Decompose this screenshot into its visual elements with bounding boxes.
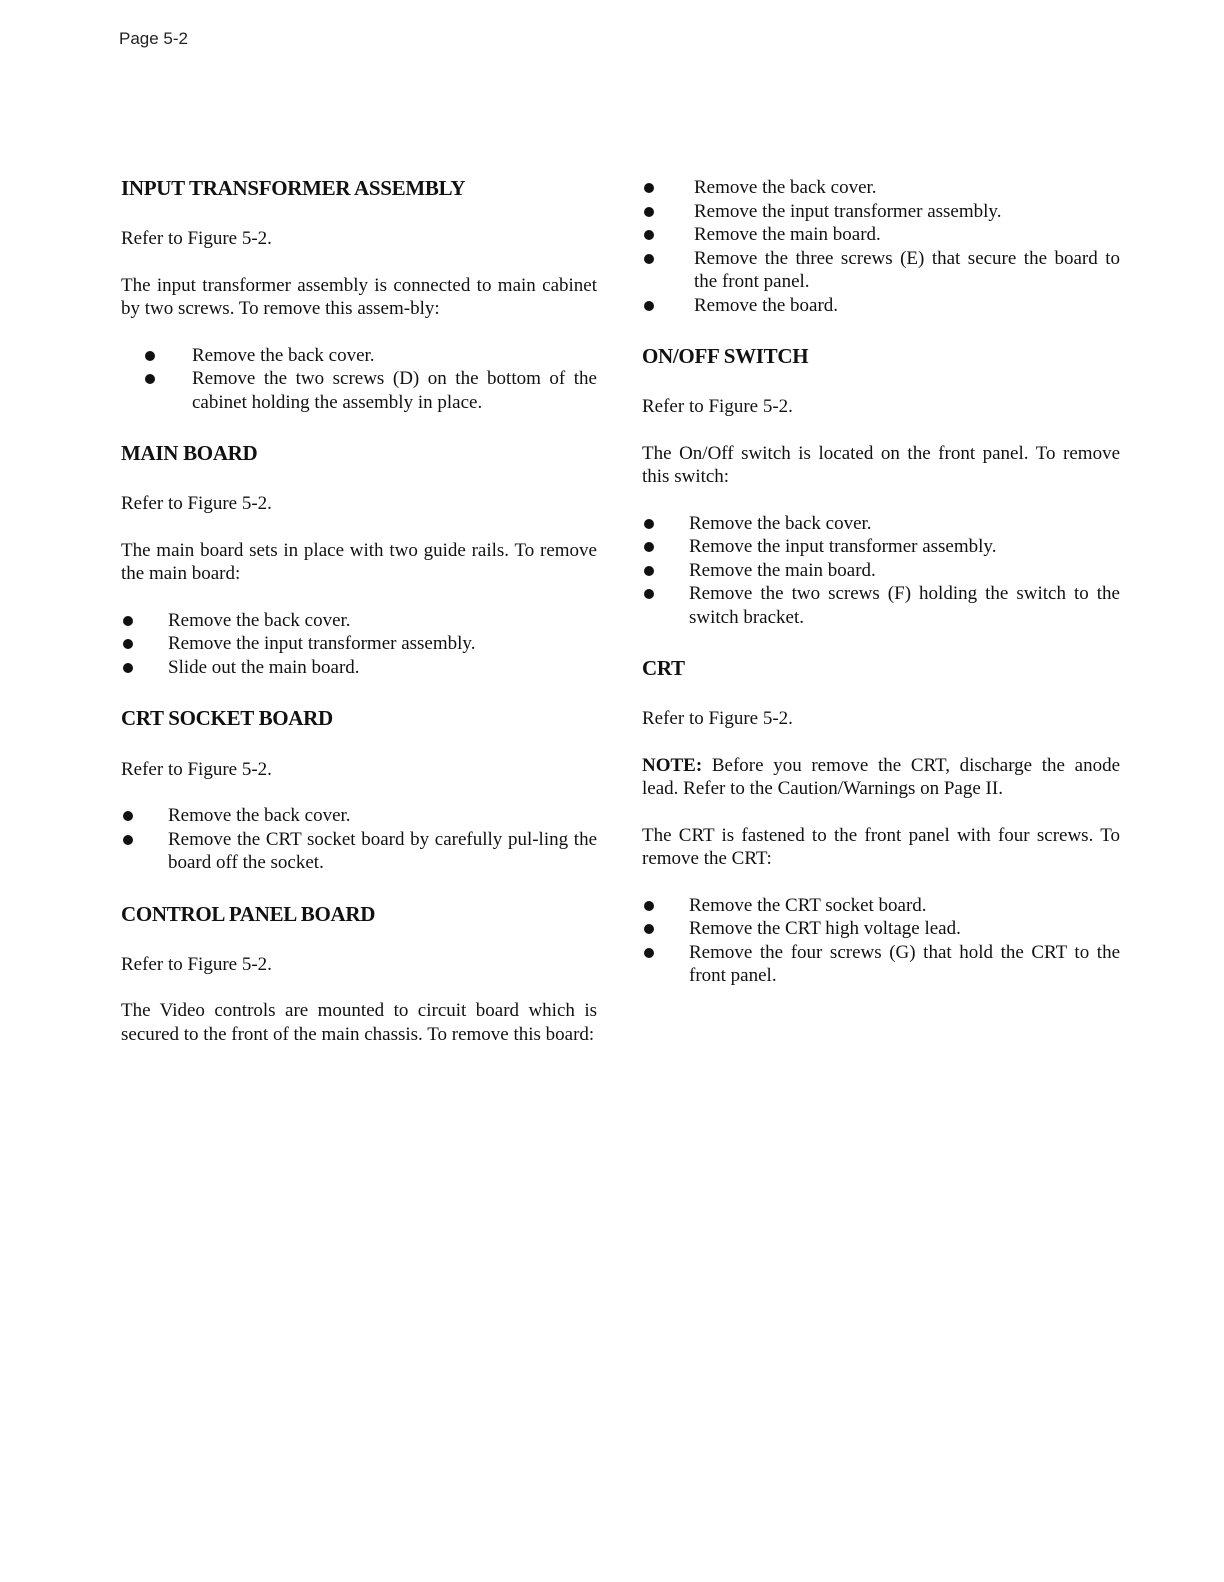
- section-crt-socket-board: [121, 706, 597, 874]
- section-main-board: [121, 441, 597, 679]
- list-item: Remove the CRT socket board by carefully pul-ling the board off the socket.: [121, 828, 597, 875]
- list-item: Remove the back cover.: [642, 512, 1120, 536]
- section-input-transformer: [121, 176, 597, 414]
- list-item: Slide out the main board.: [121, 656, 597, 680]
- page-number: Page 5-2: [119, 29, 188, 48]
- section-heading: ON/OFF SWITCH: [642, 344, 809, 368]
- section-intro: The CRT is fastened to the front panel with four screws. To remove the CRT:: [642, 824, 1120, 870]
- list-item: Remove the input transformer assembly.: [642, 200, 1120, 224]
- step-list: [121, 804, 597, 875]
- step-list: [121, 344, 597, 415]
- step-list: [121, 609, 597, 680]
- list-item: Remove the three screws (E) that secure the board to the front panel.: [642, 247, 1120, 294]
- figure-reference: Refer to Figure 5-2.: [642, 708, 793, 730]
- section-heading: CRT: [642, 656, 685, 681]
- figure-reference: Refer to Figure 5-2.: [121, 758, 272, 780]
- list-item: Remove the main board.: [642, 223, 1120, 247]
- list-item: Remove the four screws (G) that hold the CRT to the front panel.: [642, 941, 1120, 988]
- list-item: Remove the two screws (D) on the bottom of the cabinet holding the assembly in place.: [121, 367, 597, 414]
- list-item: Remove the CRT high voltage lead.: [642, 917, 1120, 941]
- left-column: [121, 176, 597, 1069]
- list-item: Remove the board.: [642, 294, 1120, 318]
- list-item: Remove the input transformer assembly.: [642, 535, 1120, 559]
- section-heading: MAIN BOARD: [121, 441, 258, 466]
- section-control-panel-board: [121, 902, 597, 1047]
- note-paragraph: [642, 754, 1120, 801]
- section-heading: CRT SOCKET BOARD: [121, 706, 333, 731]
- figure-reference: Refer to Figure 5-2.: [121, 228, 272, 250]
- figure-reference: Refer to Figure 5-2.: [642, 396, 793, 418]
- section-heading: CONTROL PANEL BOARD: [121, 901, 376, 926]
- section-intro: The input transformer assembly is connected to main cabinet by two screws. To remove this assem-bly:: [121, 274, 597, 320]
- list-item: Remove the back cover.: [121, 344, 597, 368]
- list-item: Remove the back cover.: [121, 804, 597, 828]
- section-intro: The On/Off switch is located on the front panel. To remove this switch:: [642, 442, 1120, 488]
- list-item: Remove the back cover.: [121, 609, 597, 633]
- section-heading: INPUT TRANSFORMER ASSEMBLY: [121, 176, 466, 200]
- list-item: Remove the back cover.: [642, 176, 1120, 200]
- step-list: [642, 894, 1120, 988]
- note-text: Before you remove the CRT, discharge the anode lead. Refer to the Caution/Warnings on Page II.: [642, 754, 1120, 800]
- figure-reference: Refer to Figure 5-2.: [121, 953, 272, 975]
- list-item: Remove the two screws (F) holding the switch to the switch bracket.: [642, 582, 1120, 629]
- section-intro: The Video controls are mounted to circuit board which is secured to the front of the main chassis. To remove this board:: [121, 1000, 597, 1045]
- list-item: Remove the CRT socket board.: [642, 894, 1120, 918]
- note-label: NOTE:: [642, 754, 703, 776]
- section-intro: The main board sets in place with two guide rails. To remove the main board:: [121, 539, 597, 585]
- step-list: [642, 512, 1120, 630]
- step-list: [642, 176, 1120, 317]
- section-on-off-switch: [642, 344, 1120, 629]
- right-column: [642, 176, 1120, 1015]
- section-crt: [642, 656, 1120, 988]
- list-item: Remove the input transformer assembly.: [121, 632, 597, 656]
- list-item: Remove the main board.: [642, 559, 1120, 583]
- figure-reference: Refer to Figure 5-2.: [121, 493, 272, 515]
